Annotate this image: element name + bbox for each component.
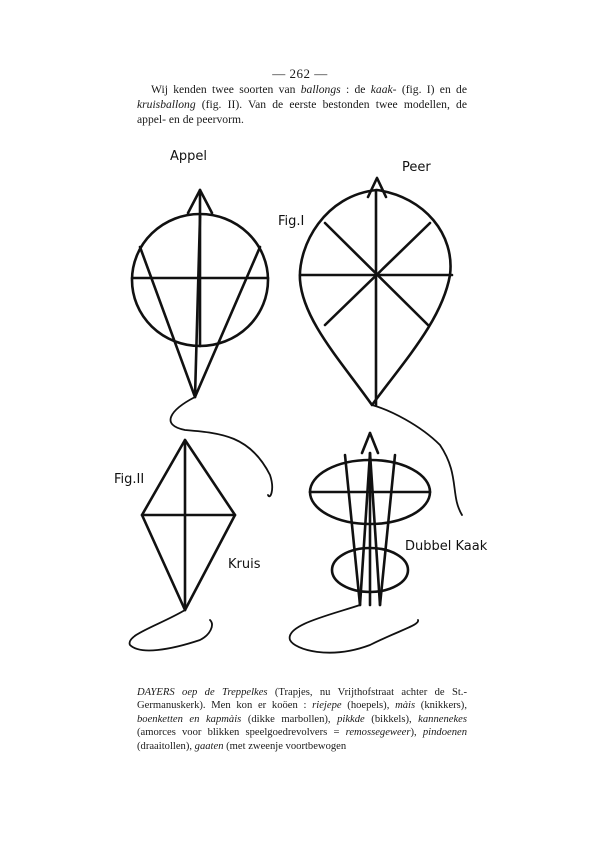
- caption-segment: (Trapjes, nu Vrijthofstraat achter de St.-Germanuskerk). Men kon er koöen :: [137, 687, 467, 712]
- dubbel-kaak-label: Dubbel Kaak: [405, 539, 488, 554]
- intro-segment: : de: [340, 83, 371, 96]
- fig2-label: Fig.II: [114, 472, 145, 487]
- appel-label: Appel: [170, 149, 208, 164]
- caption-segment: pindoenen: [422, 727, 467, 739]
- intro-paragraph: [137, 82, 467, 127]
- caption-segment: (knikkers),: [415, 700, 467, 712]
- fig1-label: Fig.I: [278, 214, 305, 229]
- kite-illustration: [100, 135, 500, 675]
- kite-tails: [130, 397, 462, 653]
- caption-segment: (amorces voor blikken speelgoedrevolvers =: [137, 727, 346, 739]
- photo-caption: [137, 686, 467, 753]
- appel-kite: [132, 190, 268, 397]
- intro-segment: (fig. II). Van de eerste bestonden twee modellen, de appel- en de peervorm.: [137, 98, 467, 126]
- dubbel-kaak-kite: [310, 433, 430, 605]
- intro-segment: kaak: [370, 83, 393, 96]
- caption-segment: riejepe: [312, 700, 342, 712]
- kruis-label: Kruis: [228, 557, 261, 572]
- caption-text: [137, 686, 467, 753]
- caption-segment: (bikkels),: [364, 713, 419, 725]
- caption-segment: màis: [395, 700, 416, 712]
- caption-segment: gaaten: [194, 740, 224, 752]
- page-number: — 262 —: [272, 66, 328, 81]
- caption-segment: (hoepels),: [341, 700, 396, 712]
- caption-segment: (draaitollen),: [137, 740, 195, 752]
- caption-segment: remossegeweer: [345, 727, 411, 739]
- kite-drawing: [100, 135, 500, 675]
- caption-segment: pikkde: [337, 713, 365, 725]
- kruis-kite: [142, 440, 235, 610]
- caption-segment: boenketten en kapmàis: [137, 713, 242, 725]
- caption-segment: DAYERS oep de Treppelkes: [137, 687, 268, 698]
- caption-segment: ),: [410, 727, 423, 739]
- intro-segment: ballongs: [300, 83, 341, 96]
- peer-label: Peer: [402, 160, 431, 175]
- caption-segment: kannenekes: [418, 713, 467, 725]
- peer-kite: [300, 178, 452, 405]
- caption-segment: (dikke marbollen),: [241, 713, 338, 725]
- intro-text: [137, 82, 467, 127]
- caption-segment: (met zweenje voortbewogen: [223, 740, 347, 752]
- intro-segment: - (fig. I) en de: [392, 83, 468, 96]
- intro-segment: Wij kenden twee soorten van: [151, 83, 301, 96]
- intro-segment: kruisballong: [137, 98, 196, 111]
